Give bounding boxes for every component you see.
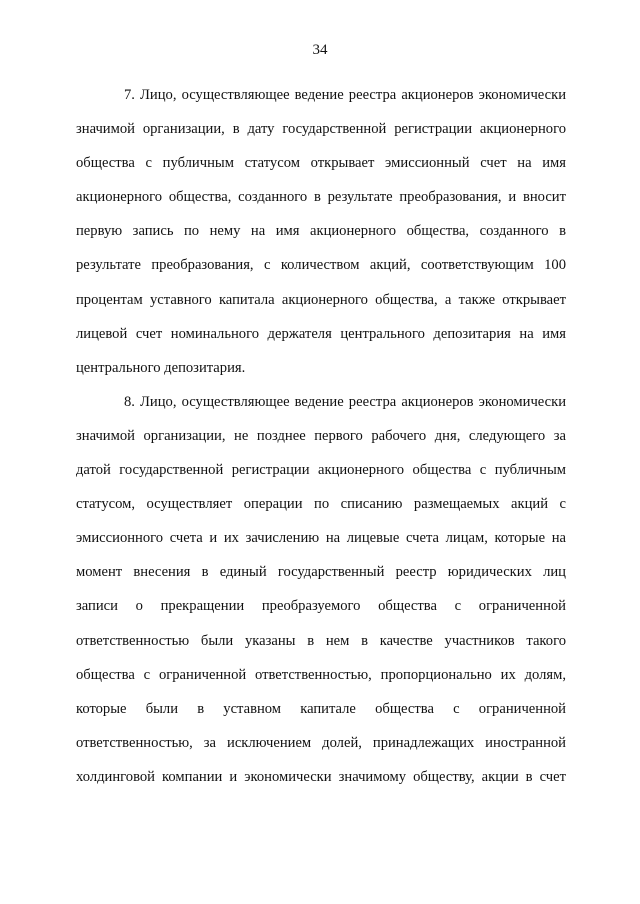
text-line: значимой организации, не позднее первого рабочего дня, следующего за — [76, 427, 566, 444]
paragraph-7 — [76, 78, 566, 385]
text-line: холдинговой компании и экономически значимому обществу, акции в счет — [76, 768, 566, 785]
text-line: эмиссионного счета и их зачислению на лицевые счета лицам, которые на — [76, 530, 566, 547]
text-line: результате преобразования, с количеством акций, соответствующим 100 — [76, 257, 566, 274]
text-line: ответственностью были указаны в нем в качестве участников такого — [76, 632, 566, 649]
text-line: акционерного общества, созданного в результате преобразования, и вносит — [76, 189, 566, 206]
text-line: центрального депозитария. — [76, 359, 246, 376]
text-line: лицевой счет номинального держателя центрального депозитария на имя — [76, 325, 566, 342]
text-line: 7. Лицо, осуществляющее ведение реестра акционеров экономически — [124, 87, 566, 103]
text-line: датой государственной регистрации акционерного общества с публичным — [76, 462, 566, 479]
text-line: статусом, осуществляет операции по списанию размещаемых акций с — [76, 496, 566, 513]
text-line: ответственностью, за исключением долей, принадлежащих иностранной — [76, 734, 566, 751]
text-line: 8. Лицо, осуществляющее ведение реестра акционеров экономически — [124, 393, 566, 410]
text-line: процентам уставного капитала акционерного общества, а также открывает — [76, 291, 566, 308]
text-line: момент внесения в единый государственный реестр юридических лиц — [76, 564, 566, 581]
document-body — [76, 78, 566, 794]
text-line: которые были в уставном капитале общества с ограниченной — [76, 700, 566, 717]
page-number: 34 — [312, 42, 328, 58]
text-line: первую запись по нему на имя акционерного общества, созданного в — [76, 223, 566, 240]
text-line: записи о прекращении преобразуемого общества с ограниченной — [76, 598, 566, 615]
text-line: общества с публичным статусом открывает эмиссионный счет на имя — [76, 155, 566, 172]
text-line: значимой организации, в дату государственной регистрации акционерного — [76, 121, 566, 138]
text-line: общества с ограниченной ответственностью, пропорционально их долям, — [76, 666, 566, 683]
paragraph-8 — [76, 385, 566, 794]
